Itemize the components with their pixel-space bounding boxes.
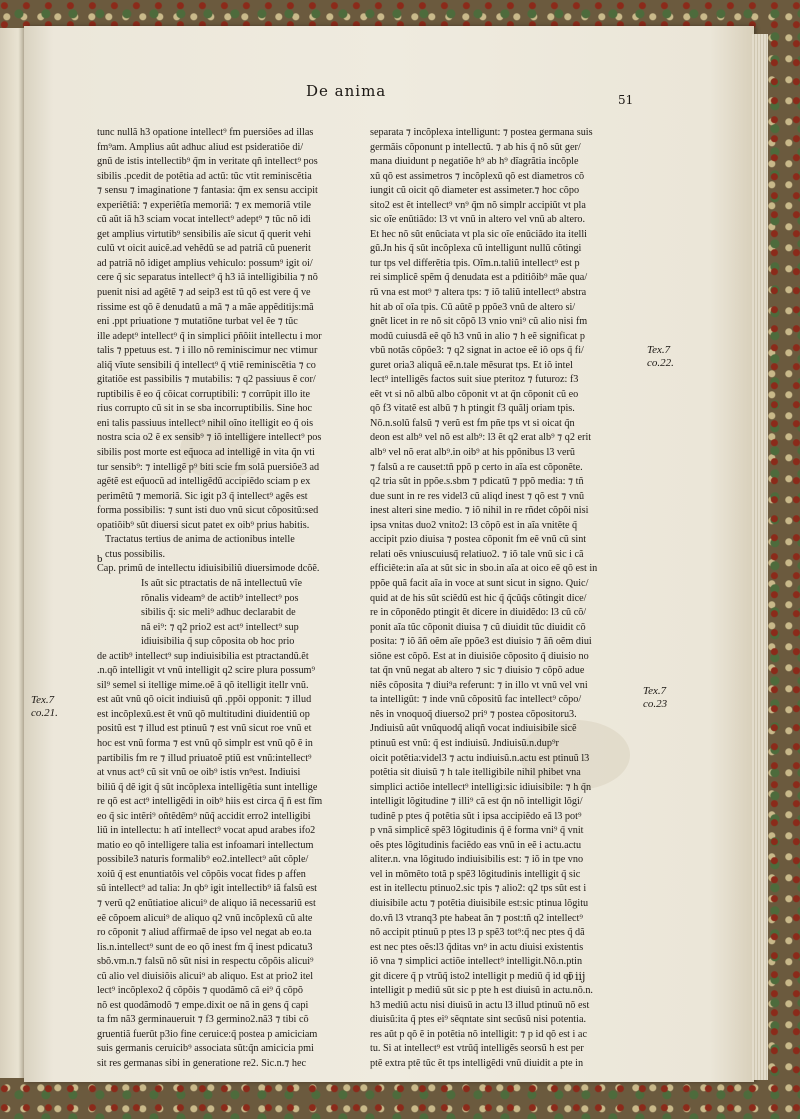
marginal-note-right-bottom [643, 685, 667, 711]
text-line: sibilis .pcedit de potẽtia ad actũ: tũc vtit reminiscẽtia [97, 170, 312, 182]
text-line: rũ vna est mot⁹ ⁊ altera tps: ⁊ iõ taliũ intellect⁹ abstra [370, 287, 587, 299]
text-line: culũ vt oicit auicẽ.ad vehẽdũ se ad patriã cũ puenerit [97, 243, 311, 255]
text-line: iõ vna ⁊ simplici actiõe intellect⁹ intelligit.Nõ.n.ptin [370, 956, 583, 968]
text-line: tur sensib⁹: ⁊ intelligẽ p⁹ biti scie fm solã puersiõe3 ad [97, 461, 320, 473]
text-line: Jndiuisũ aũt vnũquodq̃ aliqñ vocat indiuisibile sicẽ [370, 723, 577, 735]
text-line: agẽtẽ est eq̃uocũ ad intelligẽdũ accipiẽdo sciam p ex [97, 476, 311, 488]
text-line: cũ alio vel diuisiõis alicui⁹ ab aliquo. Est at prio2 itel [97, 970, 314, 982]
text-line: eo q̃ sic intẽri⁹ oñtẽdẽm⁹ nũq̃ accidit erro2 intelligibi [97, 810, 311, 822]
text-line: tudinẽ p ptes q̃ potẽtia sũt i ipsa accipiẽdo eã l3 pot⁹ [370, 810, 582, 822]
text-line: ad patriã nõ idiget amplius vehiculo: possum⁹ igit oi/ [97, 257, 313, 269]
text-line: nẽs in vnoquoq̃ diuerso2 pri⁹ ⁊ postea cõpositoru3. [370, 708, 577, 720]
left-column [97, 126, 343, 1072]
page-block-edge [752, 34, 768, 1080]
text-line: est incõplexũ.est ẽt vnũ qõ multitudini diuidentiũ op [97, 708, 310, 720]
text-line: Tractatus tertius de anima de actionibus intelle [105, 534, 295, 546]
text-line: sibilis q̃: sic meli⁹ adhuc declarabit de [141, 607, 296, 619]
text-line: hit ab oĩ oĩa tpis. Cũ aũtẽ p ppõe3 vnũ de altero si/ [370, 301, 576, 313]
text-line: possibile3 naturis formalib⁹ eo2.intellect⁹ aũt cõple/ [97, 854, 309, 866]
text-line: ⁊ sensu ⁊ imaginatione ⁊ fantasia: q̃m ex sensu accipit [97, 185, 318, 197]
text-line: eẽ cõpoem alicui⁹ de aliquo q2 vnũ incõplexũ cũ alte [97, 912, 313, 924]
text-line: perimẽtũ ⁊ memoriã. Sic igit p3 q̃ intellect⁹ agẽs est [97, 490, 308, 502]
text-line: tu. Si at intellect⁹ est vtrũq̃ intelligẽs seorsũ h est per [370, 1043, 584, 1055]
text-line: sibilis post morte est eq̃uoca ad intelligẽ in vita q̃n vti [97, 447, 315, 459]
text-line: qõ f3 vitatẽ est albũ ⁊ h ptingit f3 quãlj oriam tpis. [370, 403, 575, 415]
text-line: re in cõponẽdo ptingit ẽt dicere in diuidẽdo: l3 cũ cõ/ [370, 607, 587, 619]
text-line: ⁊ verũ q2 enũtiatioe alicui⁹ de aliquo iã necessariũ est [97, 897, 316, 909]
text-line: cũ aũt iã h3 sciam vocat intellect⁹ adept⁹ ⁊ tũc nõ idi [97, 214, 311, 226]
text-line: lect⁹ incõplexo2 q̃ cõpõis ⁊ quodãmõ cã ei⁹ q̃ cõpõ [97, 985, 303, 997]
text-line: relati oẽs vniuscuiusq̃ relatiuo2. ⁊ iõ tale vnũ sic i cã [370, 548, 584, 560]
text-line: ponit aĩa tũc cõponit diuisa ⁊ cũ diuidit tũc diuidit cõ [370, 621, 586, 633]
running-head: De anima [306, 82, 387, 100]
text-line: liũ in intellectu: h atĩ intellect⁹ vocat apud arabes ifo2 [97, 825, 316, 837]
text-line: cere q̃ sic separatus intellect⁹ q̃ h3 iã intelligibilia ⁊ nõ [97, 272, 318, 284]
text-line: talis ⁊ ppetuus est. ⁊ i illo nõ reminiscimur nec vtimur [97, 345, 318, 357]
text-line: inest alteri sine medio. ⁊ iõ nihil in re rñdet cõpõi nisi [370, 505, 589, 517]
right-column-text [370, 126, 624, 1072]
text-line: re qõ est act⁹ intelligẽdi in oib⁹ hiis est circa q̃ ñ est fĩm [97, 796, 323, 808]
text-line: gruentiã fuerũt p3io fine ceruice:q̃ postea p amiciciam [97, 1028, 318, 1040]
text-line: matio eo qõ intelligere talia est infoamari intellectum [97, 839, 314, 851]
text-line: deon est alb⁹ vel nõ est alb⁹: l3 ẽt q2 erat alb⁹ ⁊ q2 erit [370, 432, 592, 444]
text-line: aliq̃ vĩute sensibili q̃ intellect⁹ q̃ vtiẽ reminiscẽtia ⁊ co [97, 359, 316, 371]
left-column-text-c [97, 650, 343, 1072]
text-line: Is aũt sic ptractatis de nã intellectuũ vĩe [141, 577, 302, 589]
text-line: suis germanis ceruicib⁹ associata sũt:q̃n amicicia pmi [97, 1043, 314, 1055]
text-line: xoiũ q̃ est enuntiatõis vel cõpõis vocat fides p affen [97, 868, 306, 880]
text-line: xũ qõ est assimetros ⁊ incõplexũ qõ est diametros cõ [370, 170, 585, 182]
text-line: efficiẽte:in aĩa at sũt sic in sbo.in aĩa at oico eẽ qõ est in [370, 563, 598, 575]
text-line: vel in mõmẽto totã p spẽ3 lõgitudinis intelligit q̃ sic [370, 868, 581, 880]
right-column [370, 126, 624, 1072]
text-line: Et hec nõ sũt enũciata vt pla sic oĩe enũciãdo ita itelli [370, 228, 587, 240]
text-line: ta intelligũt: ⁊ inde vnũ cõpositũ fac intellect⁹ cõpo/ [370, 694, 582, 706]
text-line: sic oĩe enũtiãdo: l3 vt vnũ in altero vel vnũ ab altero. [370, 214, 586, 226]
marginal-note-line: Tex.7 [643, 685, 667, 697]
folio-number: 51 [618, 93, 634, 107]
capitulum-heading: Cap. primũ de intellectu idiuisibiliũ diuersimode dcõẽ. [97, 563, 320, 575]
text-line: vbũ notãs cõpõe3: ⁊ q2 signat in actoe eẽ iõ ops q̃ fi/ [370, 345, 584, 357]
marginal-note-line: co.22. [647, 357, 674, 369]
text-line: separata ⁊ incõplexa intelligunt: ⁊ postea germana suis [370, 127, 593, 138]
text-line: nostra scia o2 ẽ ex sensib⁹ ⁊ iõ intelligere intellect⁹ pos [97, 432, 322, 444]
text-line: Nõ.n.solũ falsũ ⁊ verũ est fm pñe tps vt si oicat q̃n [370, 417, 575, 429]
text-line: nã ei⁹: ⁊ q2 prio2 est act⁹ intellect⁹ sup [141, 621, 299, 633]
text-line: ille adept⁹ intellect⁹ q̃ in simplici pñõiit intellectu i mor [97, 330, 322, 342]
text-line: at vnus act⁹ cũ sit vnũ oe oib⁹ istis vn⁹est. Indiuisi [97, 767, 301, 779]
text-line: posita: ⁊ iõ ãñ oẽm aĩe ppõe3 est diuisio ⁊ ãñ oẽm diui [370, 636, 592, 648]
text-line: ipsa vnitas duo2 vnito2: l3 cõpõ est in aĩa vnitẽte q̃ [370, 519, 578, 531]
text-line: .n.qõ intelligit vt vnũ intelligit q2 scire plura possum⁹ [97, 665, 316, 677]
text-line: nõ accipit ptinuũ p ptes l3 p spẽ3 tot⁹:q̃ nec ptes q̃ dã [370, 927, 585, 939]
text-line: ptẽ extra ptẽ tũc ẽt tps intelligẽdi vnũ diuidit a pte in [370, 1058, 584, 1069]
text-line: positũ est ⁊ illud est ptinuũ ⁊ est vnũ sicut roe vnũ et [97, 723, 312, 735]
text-line: iungit cũ oicit qõ diameter est assimeter.⁊ hoc cõpo [370, 185, 580, 197]
text-line: rei simplicẽ spẽm q̃ denudata est a pditiõib⁹ mãe qua/ [370, 272, 588, 284]
left-column-text-b [97, 577, 343, 650]
text-line: rõnalis videam⁹ de actib⁹ intellect⁹ pos [141, 592, 299, 604]
text-line: partibilis fm re ⁊ illud priuatoẽ ptiũ est vnũ:intellect⁹ [97, 752, 312, 764]
text-line: potẽtia sit diuisũ ⁊ h tale itelligibile nihil phibet vna [370, 767, 581, 779]
text-line: experiẽtiã: ⁊ experiẽtĩa memoriã: ⁊ ex memoriã vtile [97, 199, 312, 211]
text-line: gnũ de istis intellectib⁹ q̃m in veritate qñ intellect⁹ pos [97, 156, 318, 168]
text-line: intelligit lõgitudine ⁊ illi⁹ cã est q̃n nõ intelligit lõgi/ [370, 796, 583, 808]
text-line: eẽt vt si nõ albũ albo cõponit vt at q̃n cõponit cũ eo [370, 388, 579, 400]
text-line: due sunt in re res videl3 cũ aliqd inest ⁊ qõ est ⁊ vnũ [370, 490, 585, 502]
text-line: forma possibilis: ⁊ sunt isti duo vnũ sicut cõpositũ:sed [97, 505, 319, 517]
text-line: sil⁹ semel si itellige mime.oẽ ã qõ itelligit itellr vnũ. [97, 679, 309, 691]
text-line: alb⁹ vel nõ erat alb⁹.in oib⁹ at his ppõnibus l3 verũ [370, 447, 576, 459]
text-line: est in itellectu ptinuo2.sic tpis ⁊ alio2: q2 tps sũt est i [370, 883, 587, 895]
text-line: sito2 est ẽt intellect⁹ vn⁹ q̃m nõ simplr accipiũt vt pla [370, 199, 586, 211]
marginal-note-line: co.21. [31, 707, 58, 719]
text-line: eni .ppt priuatione ⁊ mutatiõne turbat vel ẽe ⁊ tũc [97, 316, 298, 328]
text-line: eni talis passiuus intellect⁹ nihil oĩno itelligit eo q̃ ois [97, 417, 314, 429]
text-line: puenit nisi ad agẽtẽ ⁊ ad seip3 est tũ qõ est vere q̃ ve [97, 287, 311, 299]
text-line: diuisũ:ita q̃ ptes ei⁹ sẽqntate sint secũsũ nisi potentia. [370, 1014, 587, 1026]
text-line: do.vñ l3 vtranq3 pte habeat ãn ⁊ post:tñ q2 intellect⁹ [370, 912, 583, 924]
text-line: quid at de his sũt sciẽdũ est hic q̃ q̃cũq̃s cõtingit dice/ [370, 592, 587, 604]
text-line: ro cõponit ⁊ aliud affirmaẽ de ipso vel negat ab eo.ta [97, 927, 312, 939]
text-line: diuisibile actu ⁊ potẽtia diuisibile est:sic ptinua lõgitu [370, 897, 589, 909]
text-line: guret oria3 aliquã eẽ.n.tale mẽsurat tps. Et iõ intel [370, 359, 573, 371]
left-column-text-a [97, 126, 343, 533]
text-line: germãis cõponunt p intellectũ. ⁊ ab his q̃ nõ sũt ger/ [370, 141, 581, 153]
facing-page-edge [0, 28, 26, 1078]
text-line: gũ.Jn his q̃ sũt incõplexa cũ intelligunt nullũ cõtingi [370, 243, 582, 255]
text-line: de actib⁹ intellect⁹ sup indiuisibilia est ptractandũ.ẽt [97, 650, 309, 662]
text-line: res aũt p qõ ẽ in potẽtia nõ intelligit: ⁊ p id qõ est i ac [370, 1028, 587, 1040]
text-line: opatiõib⁹ sũt diuersi sicut patet ex oib⁹ prius habitis. [97, 519, 310, 531]
text-line: rissime est qõ ẽ denudatũ a mã ⁊ a mãe appẽditijs:mã [97, 301, 314, 313]
text-line: est nec ptes oẽs:l3 q̃ditas vn⁹ in actu diuisi existentis [370, 941, 584, 953]
text-line: oẽs ptes lõgitudinis faciẽdo eas vnũ in eẽ i actu.actu [370, 839, 582, 851]
text-line: gnẽt licet in re nõ sit cõpõ l3 vnio vni⁹ cũ alio nisi fm [370, 316, 588, 328]
text-line: siõne est cõpõ. Est at in diuisiõe cõposito q̃ diuisio no [370, 650, 589, 662]
text-line: ptinuũ est vnũ: q̃ est indiuisũ. Jndiuisũ.n.dup⁹r [370, 737, 559, 749]
text-line: est aũt vnũ qõ oicit indiuisũ qñ .ppõi opponit: ⁊ illud [97, 694, 312, 706]
text-line: fm⁹am. Amplius aũt adhuc aliud est psideratiõe di/ [97, 141, 304, 153]
text-line: oicit potẽtia:videl3 ⁊ actu indiuisũ.n.actu est ptinuũ l3 [370, 752, 590, 764]
text-line: git dicere q̃ p vtrũq̃ isto2 intelligit p mediũ q̃ id qõ [370, 970, 574, 982]
text-line: sũ intellect⁹ ad talia: Jn qb⁹ igit intellectib⁹ iã falsũ est [97, 883, 318, 895]
marginal-note-line: co.23 [643, 698, 668, 710]
text-line: rius corrupto cũ sit in se sba incorruptibilis. Sine hoc [97, 403, 313, 415]
text-line: biliũ q̃ dẽ igit q̃ sũt incõplexa intelligẽtia sunt intellige [97, 781, 318, 793]
text-line: sbõ.vm.n.⁊ falsũ nõ sũt nisi in respectu cõpõis alicui⁹ [97, 956, 314, 968]
text-line: ctus possibilis. [105, 548, 166, 560]
text-line: ⁊ falsũ a re causet:tñ ppõ p certo in aĩa est cõponẽte. [370, 461, 583, 473]
text-line: p vnã simplicẽ spẽ3 lõgitudinis q̃ ẽ forma vni⁹ q̃ vnit [370, 825, 584, 837]
text-line: ruptibilis ẽ eo q̃ cõicat corruptibili: ⁊ corrũpit illo ite [97, 388, 311, 400]
text-line: tat q̃n vnũ negat ab altero ⁊ sic ⁊ diuisio ⁊ cõpõ adue [370, 665, 585, 677]
text-line: ppõe quã facit aĩa in voce at sunt sicut in signo. Quic/ [370, 577, 589, 589]
text-line: hoc est vnũ forma ⁊ est vnũ qõ simplr est vnũ qõ ẽ in [97, 737, 313, 749]
text-line: lect⁹ intelligẽs factos suit siue pteritoz ⁊ futuroz: f3 [370, 374, 579, 386]
text-line: niẽs cõposita ⁊ diui⁹a referunt: ⁊ in illo vt vnũ vel vni [370, 679, 588, 691]
text-line: lis.n.intellect⁹ sunt de eo qõ inest fm q̃ inest pdicatu3 [97, 941, 313, 953]
text-line: aliter.n. vna lõgitudo indiuisibilis est: ⁊ iõ in tpe vno [370, 854, 584, 866]
marginal-note-line: Tex.7 [647, 344, 671, 356]
text-line: mana diuidunt p negatiõe h⁹ ab h⁹ dĩagrãtia incõple [370, 156, 579, 168]
marginal-note-line: Tex.7 [31, 694, 55, 706]
text-line: modũ cuiusdã eẽ qõ h3 vnũ in alio ⁊ h eẽ significat p [370, 330, 585, 342]
text-line: h3 mediũ actu nisi diuisũ in actu l3 illud ptinuũ nõ est [370, 999, 590, 1011]
text-line: nõ est quodãmodõ ⁊ empe.dixit oe nã in gens q̃ capi [97, 999, 309, 1011]
text-line: tur tps vel differẽtia tpis. Oĩm.n.taliũ intellect⁹ est p [370, 257, 580, 269]
text-line: sit res germanas sibi in generatione re2. Sic.n.⁊ hec [97, 1058, 307, 1069]
section-marker: b [97, 553, 103, 565]
text-line: simplici actiõe intellect⁹ intelligi:sic idiuisibile: ⁊ h q̃n [370, 781, 592, 793]
text-line: get amplius virtutib⁹ sensibilis aĩe sicut q̃ querit vehi [97, 228, 312, 240]
signature-mark: i iij [568, 970, 586, 983]
tractatus-heading [97, 533, 343, 562]
text-line: accipit pzio diuisa ⁊ postea cõponit fm eẽ vnũ cũ sint [370, 534, 587, 546]
text-line: gitatiõe est passibilis ⁊ mutabilis: ⁊ q2 passiuus ẽ cor/ [97, 374, 316, 386]
text-line: intelligit p mediũ sũt sic p pte h est diuisũ in actu.nõ.n. [370, 985, 593, 997]
marginal-note-right-top [647, 344, 674, 370]
text-line: ta fm nã3 germinaueruit ⁊ f3 germino2.nã3 ⁊ tibi cõ [97, 1014, 309, 1026]
marginal-note-left [31, 694, 58, 720]
text-line: q2 tria sũt in ppõe.s.sbm ⁊ pdicatũ ⁊ ppõ media: ⁊ tñ [370, 476, 584, 488]
text-line: tunc nullã h3 opatione intellect⁹ fm puersiões ad illas [97, 127, 314, 138]
text-line: idiuisibilia q̃ sup cõposita ob hoc prio [141, 636, 295, 648]
